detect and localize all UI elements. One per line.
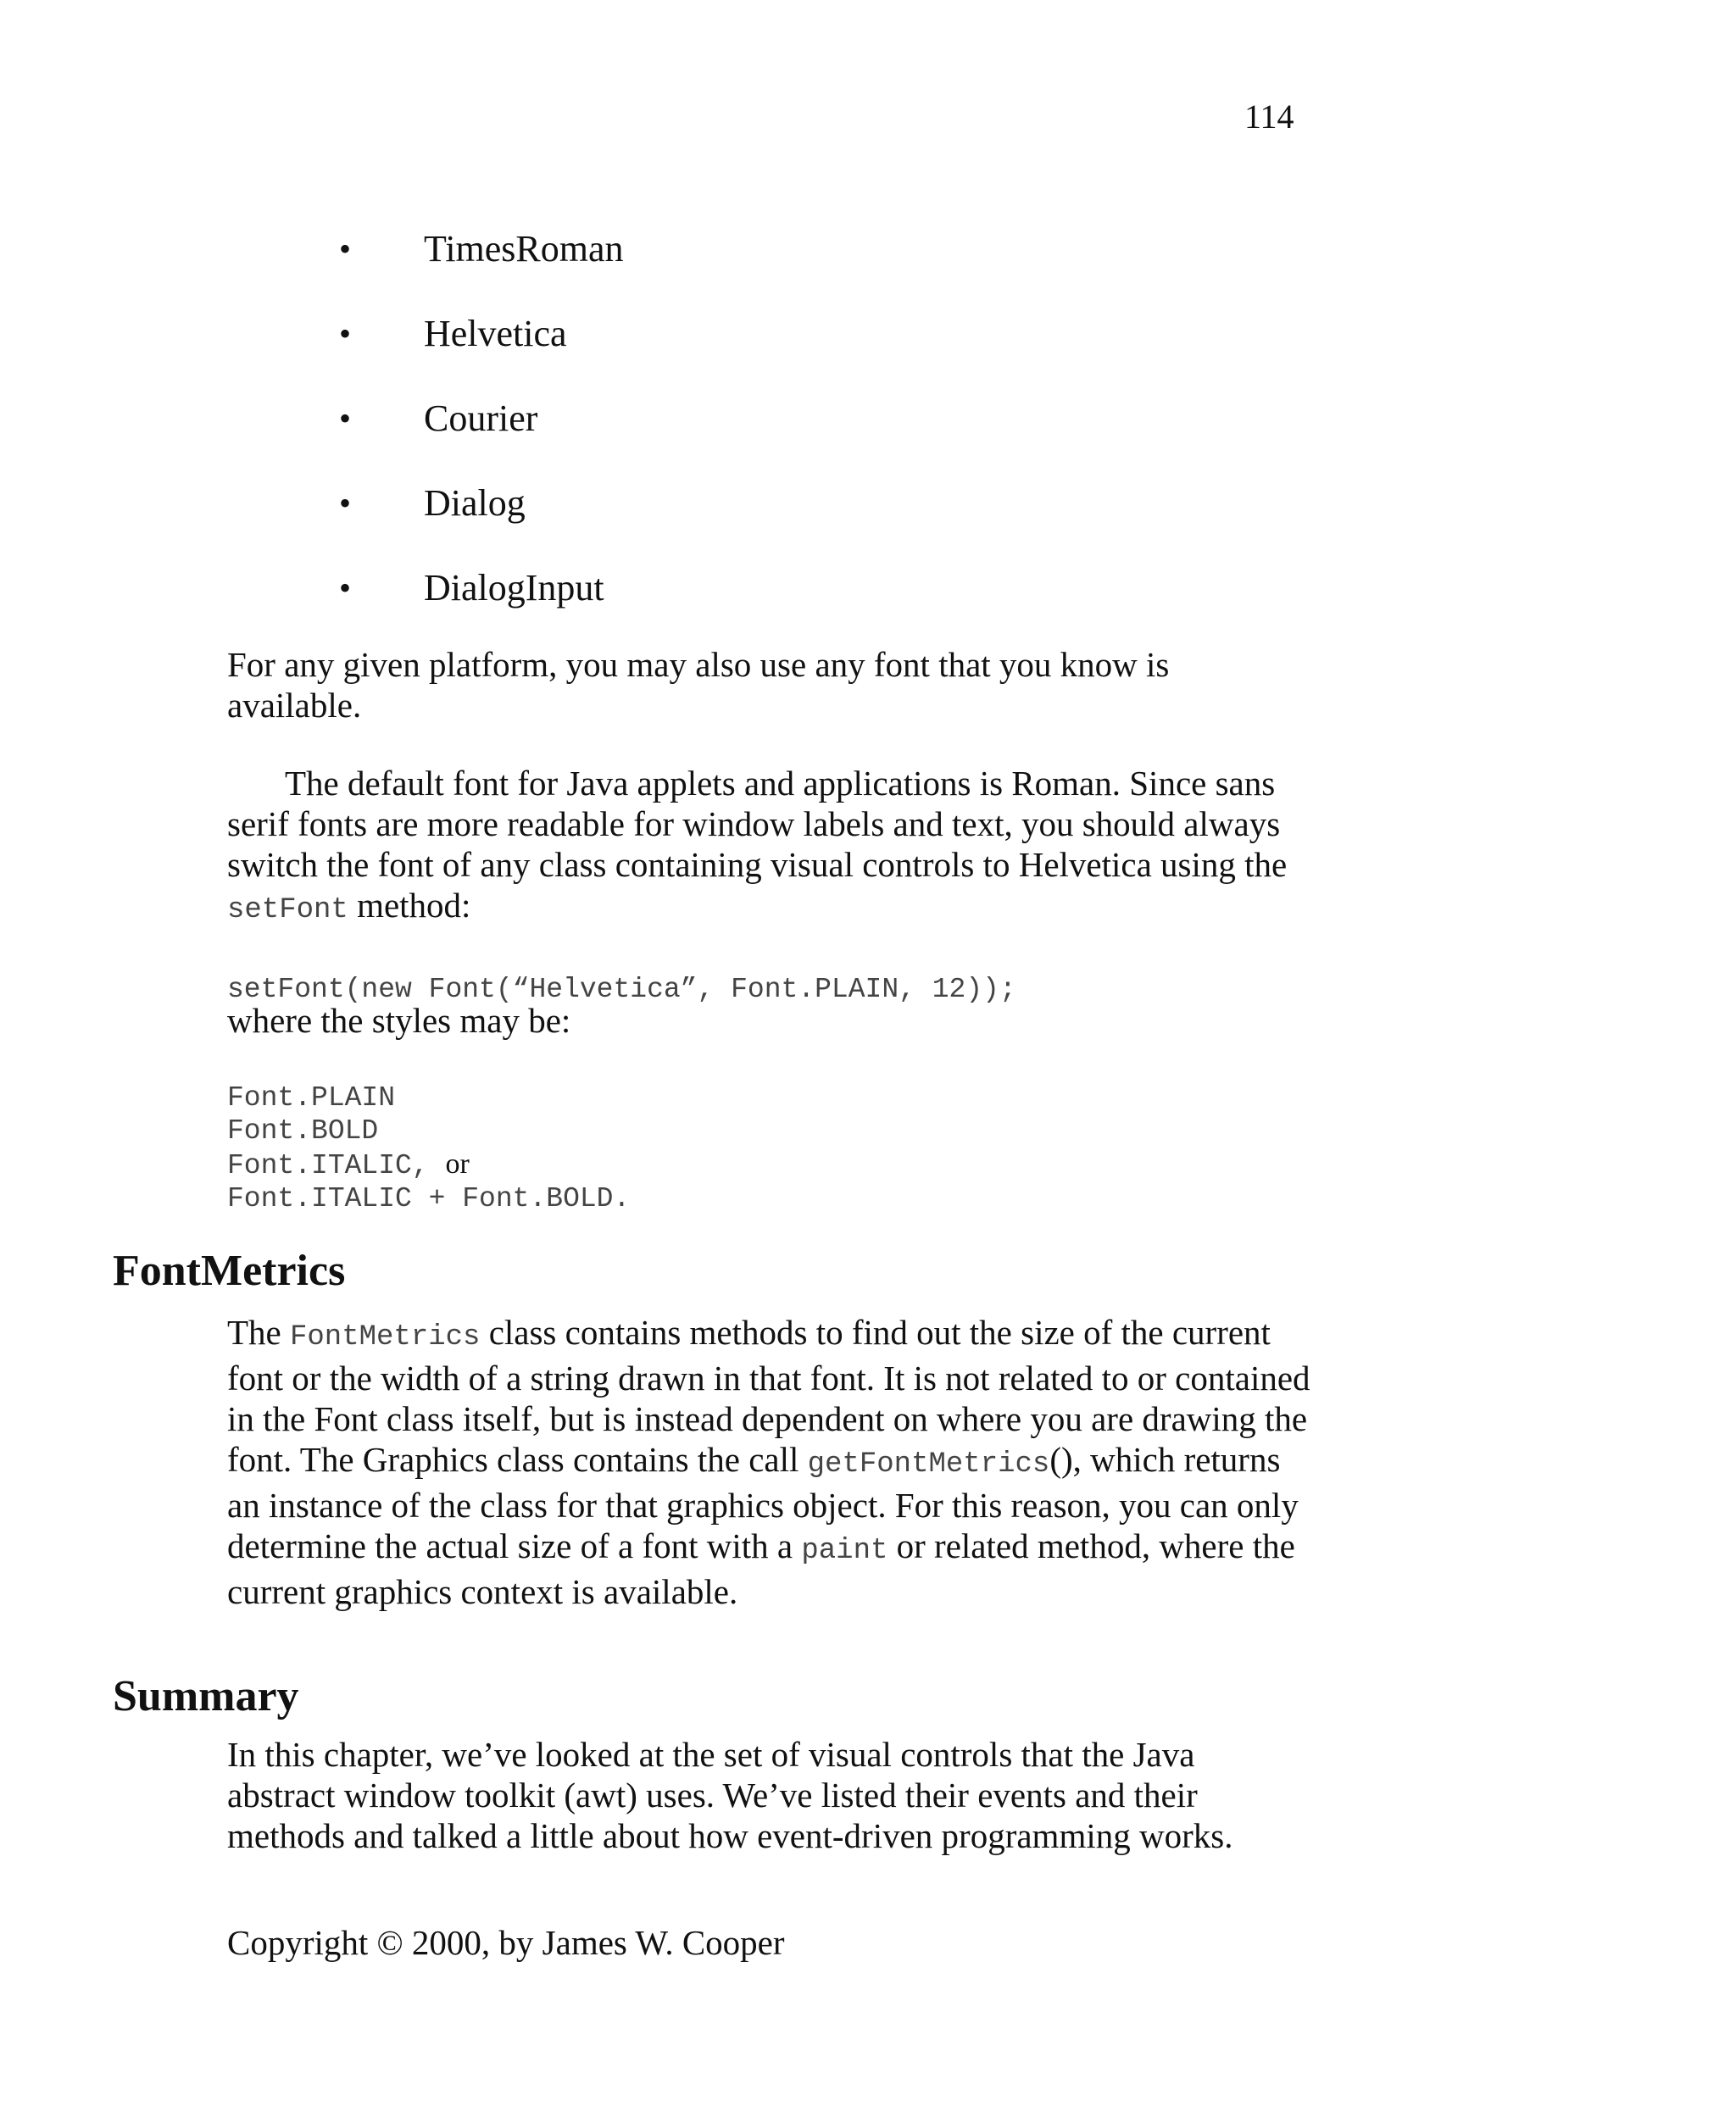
styles-intro: where the styles may be: xyxy=(227,1001,571,1040)
list-item xyxy=(339,308,624,393)
font-name: TimesRoman xyxy=(424,228,624,270)
list-item xyxy=(339,563,624,647)
font-name: Dialog xyxy=(424,482,526,524)
list-item xyxy=(339,224,624,308)
list-item xyxy=(339,478,624,563)
default-font-tail: method: xyxy=(348,886,471,925)
bullet-icon: • xyxy=(339,399,352,437)
fontmetrics-text-b: class contains methods to find out the size of the current font or the width of a string drawn in that font. It is not related to or contained in the Font class itself, but is instead dependent on where you are drawing the font. The Graphics class contains the call xyxy=(227,1313,1310,1479)
font-name: DialogInput xyxy=(424,567,604,609)
summary-heading: Summary xyxy=(113,1672,299,1720)
or-word: or xyxy=(445,1148,470,1180)
font-name: Courier xyxy=(424,397,538,439)
style-plain: Font.PLAIN xyxy=(227,1082,396,1114)
fontmetrics-text-d: or related method, where the current graphics context is available. xyxy=(227,1526,1295,1611)
paint-code: paint xyxy=(801,1535,888,1567)
styles-list xyxy=(227,1081,630,1215)
setfont-code-line: setFont(new Font(“Helvetica”, Font.PLAIN, 12)); xyxy=(227,974,1016,1005)
bullet-icon: • xyxy=(339,569,352,607)
fontmetrics-code: FontMetrics xyxy=(290,1321,481,1353)
fontmetrics-text-a: The xyxy=(227,1313,290,1352)
list-item xyxy=(339,393,624,478)
getfontmetrics-code: getFontMetrics xyxy=(807,1448,1050,1481)
fontmetrics-text-c: (), which returns an instance of the class for that graphics object. For this reason, you can only determine the actual size of a font with a xyxy=(227,1440,1299,1565)
bullet-icon: • xyxy=(339,484,352,522)
bullet-icon: • xyxy=(339,230,352,268)
summary-paragraph: In this chapter, we’ve looked at the set of visual controls that the Java abstract window toolkit (awt) uses. We’ve listed their events and their methods and talked a little about how event-driven programming works. xyxy=(227,1735,1233,1855)
bullet-icon: • xyxy=(339,314,352,353)
style-bold: Font.BOLD xyxy=(227,1115,379,1147)
fontmetrics-heading: FontMetrics xyxy=(113,1247,346,1295)
fontmetrics-paragraph xyxy=(227,1312,1312,1612)
copyright-footer: Copyright © 2000, by James W. Cooper xyxy=(227,1923,785,1962)
style-italic-bold: Font.ITALIC + Font.BOLD. xyxy=(227,1183,631,1214)
setfont-code: setFont xyxy=(227,894,348,926)
default-font-paragraph xyxy=(227,763,1304,931)
style-italic: Font.ITALIC, xyxy=(227,1150,429,1181)
font-name: Helvetica xyxy=(424,313,567,354)
style-italic-row xyxy=(227,1148,630,1182)
default-font-text: The default font for Java applets and applications is Roman. Since sans serif fonts are more readable for window labels and text, you should always switch the font of any class containing visual controls to Helvetica using the xyxy=(227,764,1288,884)
platform-paragraph: For any given platform, you may also use any font that you know is available. xyxy=(227,645,1170,725)
page-number: 114 xyxy=(1244,97,1294,136)
font-name-list xyxy=(339,224,624,647)
